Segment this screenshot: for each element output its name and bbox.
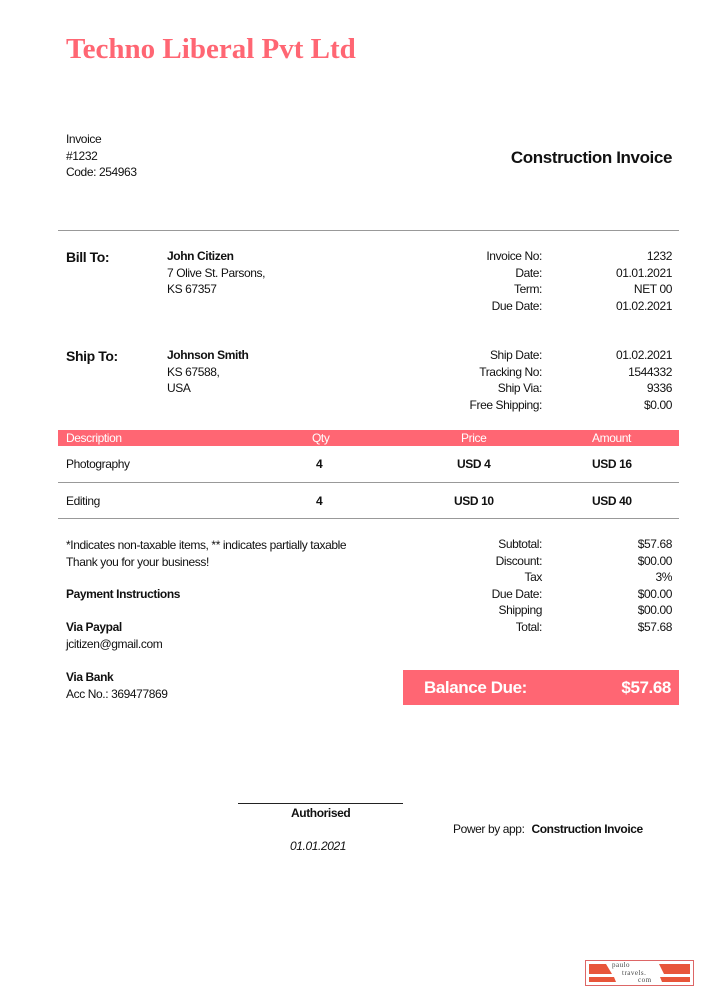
- row-divider: [58, 518, 679, 519]
- row-divider: [58, 482, 679, 483]
- info-label: Tracking No:: [479, 364, 542, 379]
- ship-to-name: Johnson Smith: [167, 348, 249, 362]
- total-label: Tax: [524, 570, 542, 584]
- cell-qty: 4: [316, 457, 323, 471]
- info-label: Term:: [513, 282, 542, 296]
- ship-to-line2: USA: [167, 381, 191, 395]
- info-label: Due Date:: [491, 298, 542, 313]
- total-label: Total:: [515, 619, 542, 634]
- watermark-logo: [585, 960, 694, 986]
- info-value: 01.02.2021: [615, 298, 672, 313]
- bill-to-name: John Citizen: [167, 249, 234, 263]
- total-label: Discount:: [495, 553, 542, 568]
- total-label: Shipping: [498, 603, 542, 617]
- divider: [58, 230, 679, 231]
- document-title: Construction Invoice: [510, 148, 672, 167]
- info-value: 1232: [646, 249, 672, 263]
- note-taxable: *Indicates non-taxable items, ** indicates partially taxable: [66, 538, 347, 552]
- bill-to-line2: KS 67357: [167, 282, 217, 296]
- total-value: $57.68: [637, 537, 672, 551]
- ship-to-label: Ship To:: [66, 348, 118, 364]
- cell-amount: USD 16: [592, 457, 632, 471]
- total-value: $57.68: [637, 619, 672, 634]
- cell-description: Editing: [66, 494, 100, 508]
- bill-to-line1: 7 Olive St. Parsons,: [167, 265, 266, 280]
- invoice-label: Invoice: [66, 132, 102, 146]
- info-label: Invoice No:: [486, 249, 542, 263]
- powered-by-label: Power by app:: [453, 822, 525, 836]
- col-qty: Qty: [312, 431, 330, 445]
- ship-to-line1: KS 67588,: [167, 364, 220, 379]
- bill-to-address: [167, 248, 265, 298]
- col-description: Description: [66, 431, 122, 445]
- info-label: Ship Date:: [489, 348, 542, 362]
- col-price: Price: [461, 431, 487, 445]
- invoice-meta: [66, 131, 137, 181]
- powered-by: [453, 822, 643, 836]
- cell-amount: USD 40: [592, 494, 632, 508]
- bank-label: Via Bank: [66, 670, 114, 684]
- total-label: Subtotal:: [498, 537, 542, 551]
- total-value: $00.00: [637, 586, 672, 601]
- note-thanks: Thank you for your business!: [66, 554, 209, 569]
- invoice-code: Code: 254963: [66, 165, 137, 179]
- invoice-number: #1232: [66, 148, 98, 163]
- info-value: 01.01.2021: [615, 265, 672, 280]
- cell-description: Photography: [66, 457, 130, 471]
- total-value: $00.00: [637, 553, 672, 568]
- company-name: Techno Liberal Pvt Ltd: [66, 33, 356, 65]
- logo-text: paulo: [612, 961, 631, 969]
- total-value: $00.00: [637, 603, 672, 617]
- paypal-label: Via Paypal: [66, 620, 122, 634]
- authorised-label: Authorised: [291, 806, 351, 820]
- ship-to-address: [167, 347, 248, 397]
- powered-by-app: Construction Invoice: [531, 822, 643, 836]
- logo-text: com: [638, 976, 652, 984]
- cell-price: USD 10: [454, 494, 494, 508]
- col-amount: Amount: [592, 431, 631, 445]
- payment-title: Payment Instructions: [66, 587, 181, 601]
- balance-value: $57.68: [621, 678, 671, 697]
- info-value: $0.00: [643, 397, 672, 412]
- info-label: Date:: [515, 265, 542, 280]
- info-value: 1544332: [628, 364, 672, 379]
- balance-label: Balance Due:: [424, 678, 527, 697]
- cell-price: USD 4: [457, 457, 491, 471]
- table-header: [58, 430, 679, 446]
- notes: [66, 537, 346, 570]
- total-label: Due Date:: [491, 586, 542, 601]
- info-value: NET 00: [633, 282, 672, 296]
- logo-text: travels.: [622, 968, 647, 977]
- invoice-info: [422, 248, 672, 314]
- info-label: Ship Via:: [497, 381, 542, 395]
- bank-account: Acc No.: 369477869: [66, 687, 168, 701]
- cell-qty: 4: [316, 494, 323, 508]
- totals: [422, 536, 672, 635]
- info-value: 9336: [646, 381, 672, 395]
- info-label: Free Shipping:: [469, 397, 542, 412]
- signature-date: 01.01.2021: [290, 839, 347, 853]
- bill-to-label: Bill To:: [66, 249, 110, 265]
- paypal-email: jcitizen@gmail.com: [66, 637, 163, 651]
- balance-due-box: [403, 670, 679, 705]
- info-value: 01.02.2021: [615, 348, 672, 362]
- total-value: 3%: [655, 570, 672, 584]
- ship-info: [422, 347, 672, 413]
- signature-line: [238, 803, 403, 804]
